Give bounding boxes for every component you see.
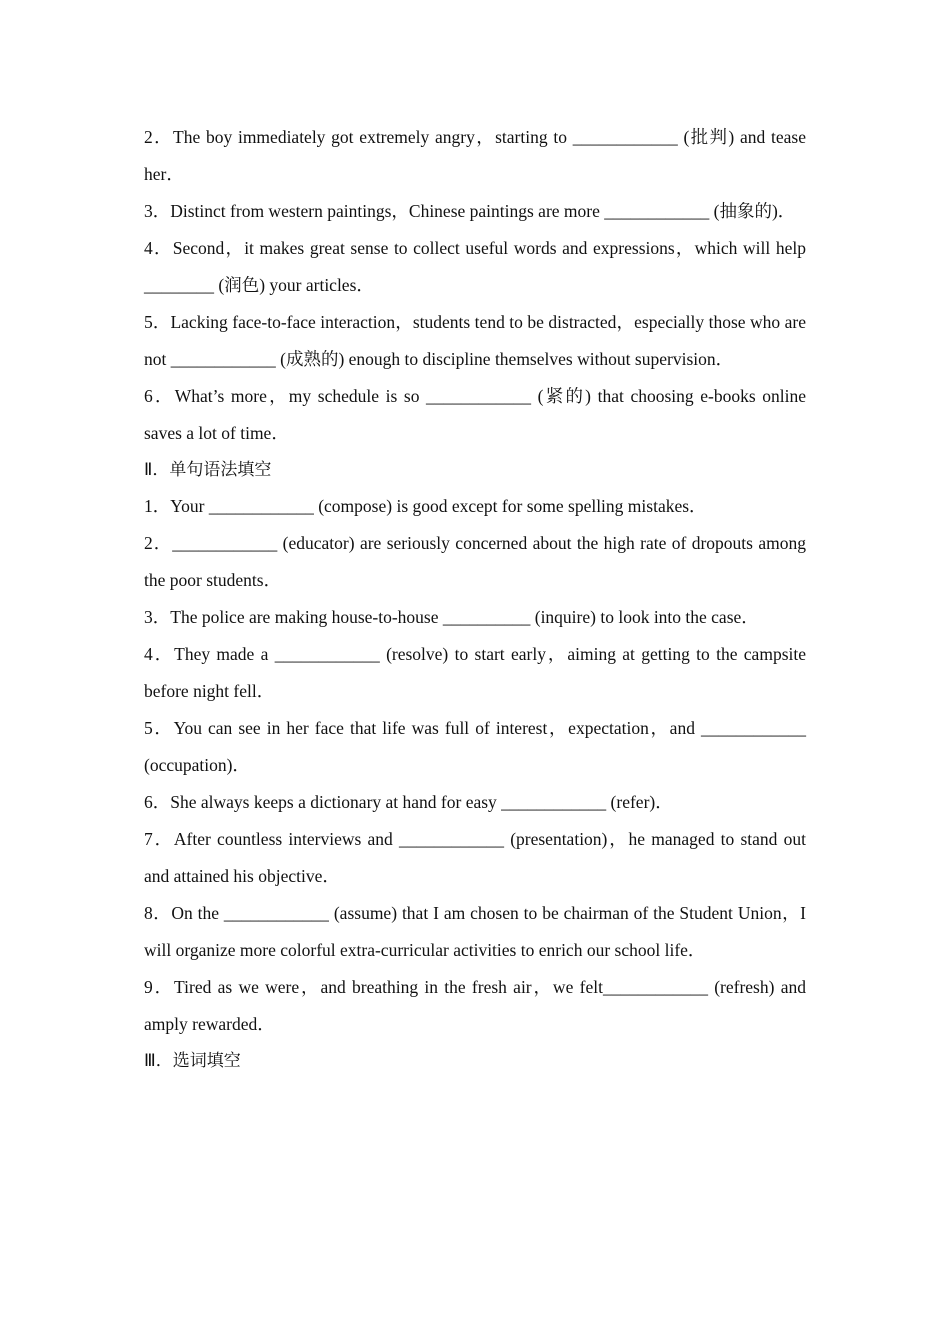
part1-item-2: 2．The boy immediately got extremely angry，starting to ____________ (批判) and tease her． [144,127,806,184]
grammar-item-3: 3．The police are making house-to-house __________ (inquire) to look into the case． [144,607,759,627]
grammar-item-5: 5．You can see in her face that life was full of interest，expectation，and ____________ (occupation)． [144,718,806,775]
section-2-heading: Ⅱ．单句语法填空 [144,460,272,480]
exercise-content [144,119,806,1079]
grammar-item-7: 7．After countless interviews and ____________ (presentation)，he managed to stand out and attained his objective． [144,829,806,886]
part1-item-3: 3．Distinct from western paintings，Chinese paintings are more ____________ (抽象的)． [144,201,796,221]
grammar-item-9: 9．Tired as we were，and breathing in the fresh air，we felt____________ (refresh) and amply rewarded． [144,977,806,1034]
part1-item-5: 5．Lacking face-to-face interaction，students tend to be distracted，especially those who are not ____________ (成熟的) enough to discipline themselves without supervision． [144,312,806,369]
part1-item-4: 4．Second，it makes great sense to collect useful words and expressions，which will help ________ (润色) your articles． [144,238,806,295]
grammar-item-6: 6．She always keeps a dictionary at hand for easy ____________ (refer)． [144,792,673,812]
grammar-item-4: 4．They made a ____________ (resolve) to start early，aiming at getting to the campsite before night fell． [144,644,806,701]
part1-item-6: 6．What’s more，my schedule is so ____________ (紧的) that choosing e-books online saves a lot of time． [144,386,806,443]
grammar-item-1: 1．Your ____________ (compose) is good except for some spelling mistakes． [144,496,707,516]
grammar-item-2: 2．____________ (educator) are seriously concerned about the high rate of dropouts among the poor students． [144,533,806,590]
grammar-item-8: 8．On the ____________ (assume) that I am chosen to be chairman of the Student Union，I will organize more colorful extra-curricular activities to enrich our school life． [144,903,806,960]
section-3-heading: Ⅲ．选词填空 [144,1051,241,1071]
